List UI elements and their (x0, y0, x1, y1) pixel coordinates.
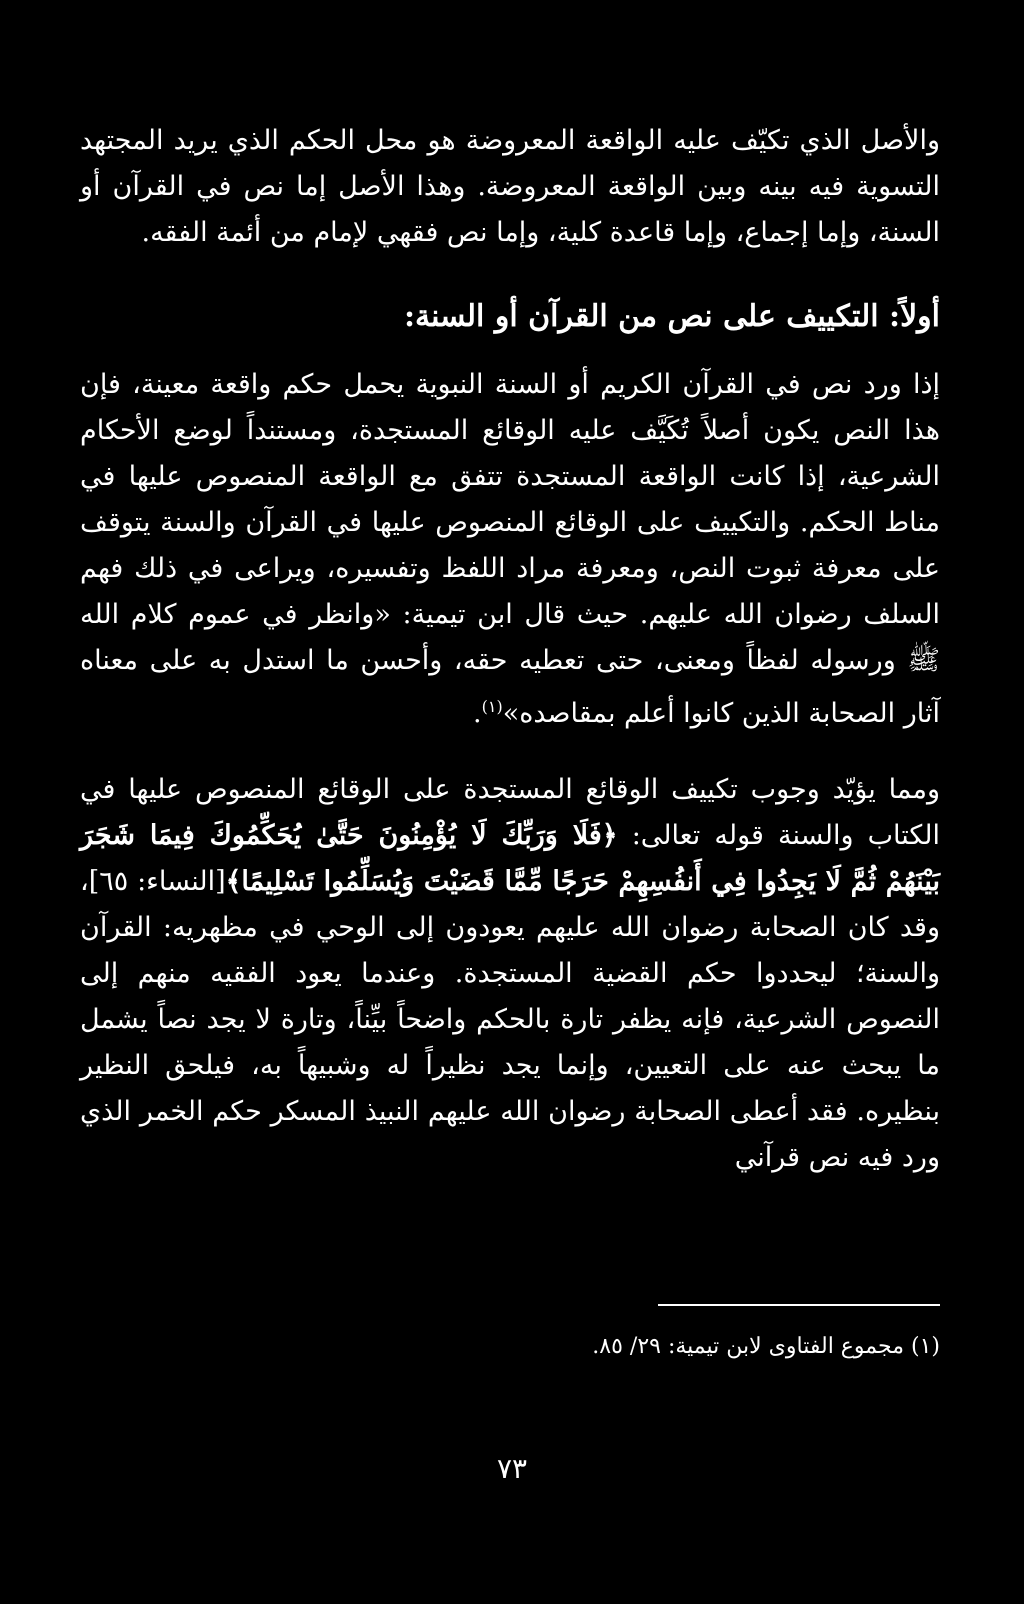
footnote-marker: (١) (481, 697, 503, 716)
footnote: (١) مجموع الفتاوى لابن تيمية: ٢٩/ ٨٥. (592, 1334, 940, 1359)
quran-reference: [النساء: ٦٥] (88, 866, 226, 897)
quran-verse: ﴿فَلَا وَرَبِّكَ لَا يُؤْمِنُونَ حَتَّىٰ يُحَكِّمُوكَ فِيمَا شَجَرَ بَيْنَهُمْ ثُمَّ لَا يَجِدُوا فِي أَنفُسِهِمْ حَرَجًا مِّمَّا قَضَيْتَ وَيُسَلِّمُوا تَسْلِيمًا﴾ (80, 820, 940, 897)
paragraph-2 (80, 767, 940, 1181)
paragraph-2-start: ومما يؤيّد وجوب تكييف الوقائع المستجدة على الوقائع المنصوص عليها في الكتاب والسنة قوله تعالى: (80, 774, 940, 851)
footnote-divider (658, 1304, 940, 1306)
section-heading: أولاً: التكييف على نص من القرآن أو السنة: (403, 299, 940, 334)
paragraph-1-text: إذا ورد نص في القرآن الكريم أو السنة النبوية يحمل حكم واقعة معينة، فإن هذا النص يكون أصلاً تُكَيَّف عليه الوقائع المستجدة، ومستنداً لوضع الأحكام الشرعية، إذا كانت الواقعة المستجدة تتفق مع الواقعة المنصوص عليها في مناط الحكم. والتكييف على الوقائع المنصوص عليها في القرآن والسنة يتوقف على معرفة ثبوت النص، ومعرفة مراد اللفظ وتفسيره، ويراعى في ذلك فهم السلف رضوان الله عليهم. حيث قال ابن تيمية: «وانظر في عموم كلام الله ﷺ ورسوله لفظاً ومعنى، حتى تعطيه حقه، وأحسن ما استدل به على معناه آثار الصحابة الذين كانوا أعلم بمقاصده» (80, 369, 940, 729)
paragraph-1 (80, 362, 940, 737)
paragraph-1-end: . (473, 698, 482, 729)
page-body (80, 118, 940, 1181)
page-number: ٧٣ (496, 1452, 528, 1485)
paragraph-intro: والأصل الذي تكيّف عليه الواقعة المعروضة هو محل الحكم الذي يريد المجتهد التسوية فيه بينه وبين الواقعة المعروضة. وهذا الأصل إما نص في القرآن أو السنة، وإما إجماع، وإما قاعدة كلية، وإما نص فقهي لإمام من أئمة الفقه. (80, 125, 940, 248)
paragraph-2-end: ، وقد كان الصحابة رضوان الله عليهم يعودون إلى الوحي في مظهريه: القرآن والسنة؛ ليحددوا حكم القضية المستجدة. وعندما يعود الفقيه منهم إلى النصوص الشرعية، فإنه يظفر تارة بالحكم واضحاً بيِّناً، وتارة لا يجد نصاً يشمل ما يبحث عنه على التعيين، وإنما يجد نظيراً له وشبيهاً به، فيلحق النظير بنظيره. فقد أعطى الصحابة رضوان الله عليهم النبيذ المسكر حكم الخمر الذي ورد فيه نص قرآني (80, 866, 940, 1173)
